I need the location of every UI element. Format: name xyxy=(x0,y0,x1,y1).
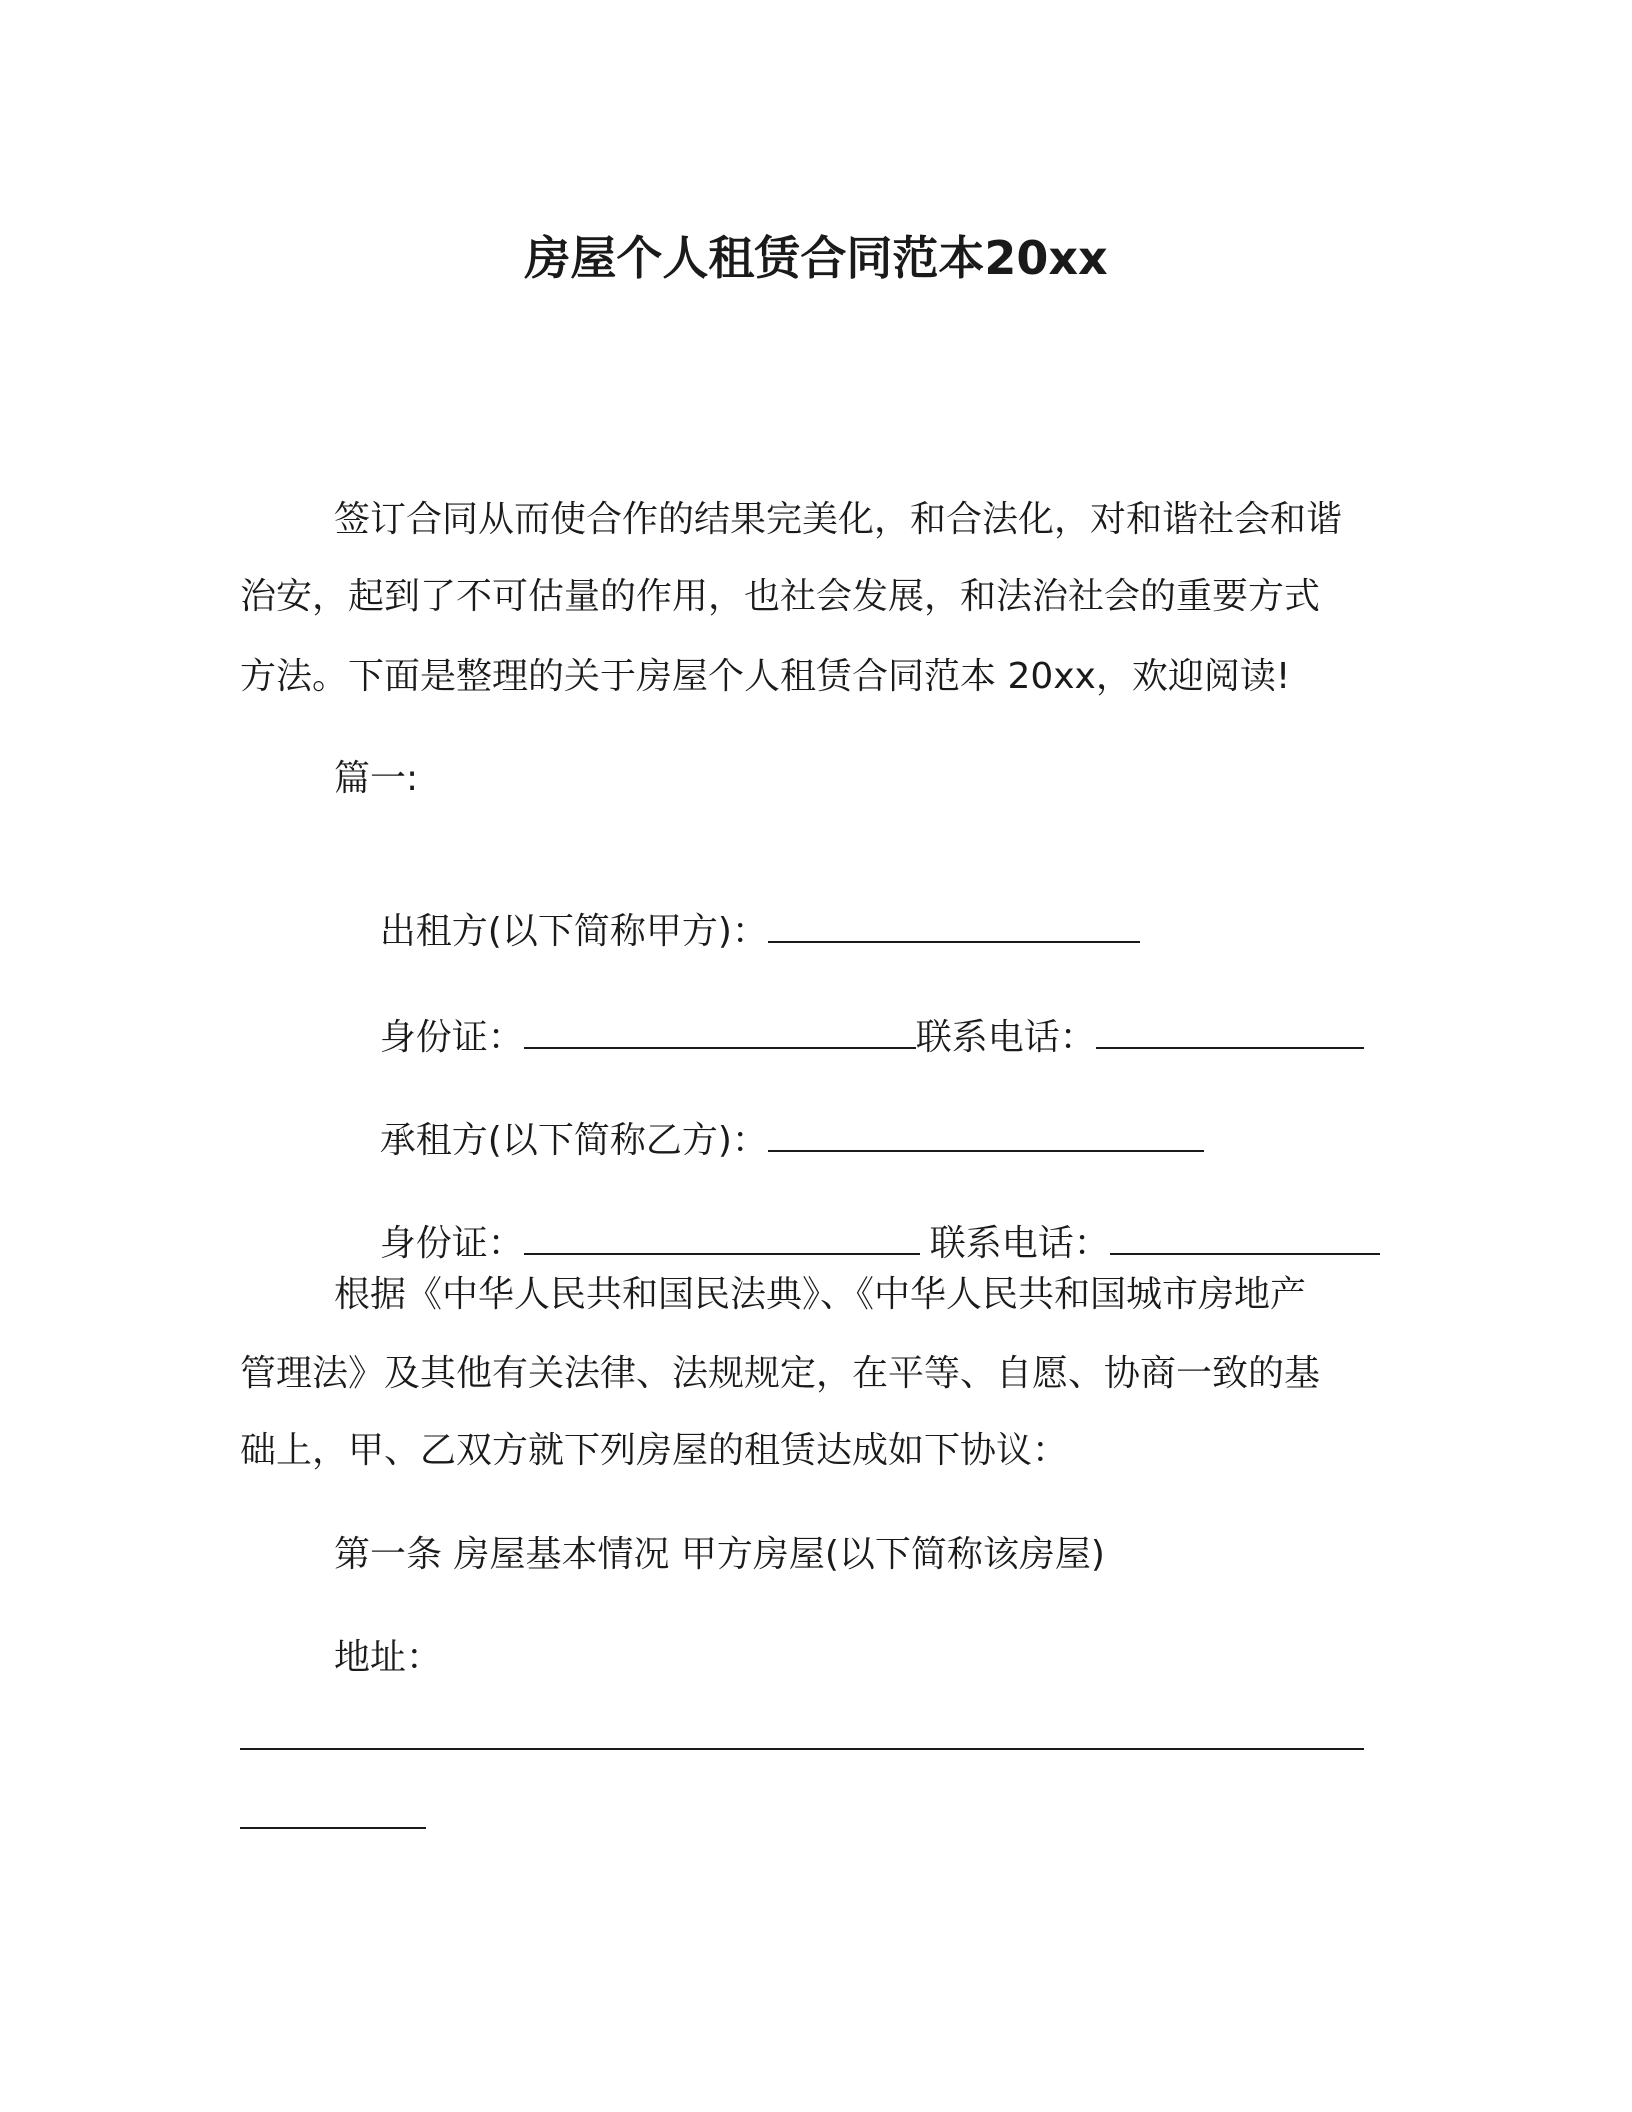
address-label: 地址： xyxy=(334,1637,443,1678)
lessee-id-blank xyxy=(524,1223,920,1255)
lessee-id-label: 身份证： xyxy=(379,1223,524,1264)
intro-line-1: 签订合同从而使合作的结果完美化，和合法化，对和谐社会和谐 xyxy=(334,499,1343,540)
lessee-blank xyxy=(768,1120,1204,1152)
lessor-label: 出租方(以下简称甲方)： xyxy=(379,911,768,952)
lessee-label: 承租方(以下简称乙方)： xyxy=(379,1120,768,1161)
intro-line-3: 方法。下面是整理的关于房屋个人租赁合同范本 20xx，欢迎阅读! xyxy=(240,656,1291,697)
section-heading: 篇一: xyxy=(334,758,419,799)
lessor-id-label: 身份证： xyxy=(379,1017,524,1058)
basis-line-3: 础上，甲、乙双方就下列房屋的租赁达成如下协议： xyxy=(240,1430,1069,1471)
address-blank-line-2 xyxy=(240,1827,426,1829)
intro-line-2: 治安，起到了不可估量的作用，也社会发展，和法治社会的重要方式 xyxy=(240,576,1321,617)
address-blank-line-1 xyxy=(240,1748,1364,1750)
article1-heading: 第一条 房屋基本情况 甲方房屋(以下简称该房屋) xyxy=(334,1534,1105,1575)
lessor-blank xyxy=(768,911,1140,943)
lessor-id-blank xyxy=(524,1017,916,1049)
lessor-phone-label: 联系电话： xyxy=(915,1017,1096,1058)
document-title: 房屋个人租赁合同范本20xx xyxy=(524,231,1108,285)
lessee-phone-blank xyxy=(1110,1223,1380,1255)
lessee-phone-label: 联系电话： xyxy=(929,1223,1110,1264)
lessor-phone-blank xyxy=(1096,1017,1364,1049)
basis-line-1: 根据《中华人民共和国民法典》、《中华人民共和国城市房地产 xyxy=(334,1274,1307,1315)
basis-line-2: 管理法》及其他有关法律、法规规定，在平等、自愿、协商一致的基 xyxy=(240,1353,1321,1394)
